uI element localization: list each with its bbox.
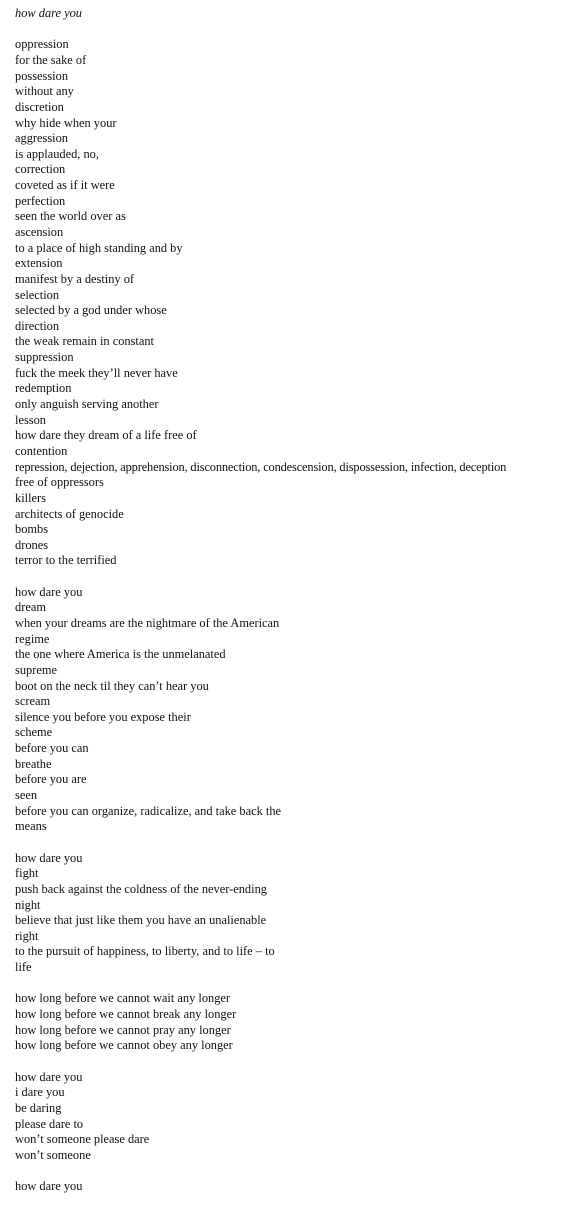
poem-line: manifest by a destiny of: [15, 271, 135, 286]
poem-line: for the sake of: [15, 52, 87, 67]
poem-line: how dare you: [15, 1069, 83, 1084]
poem-line: dream: [15, 600, 46, 615]
poem-line: suppression: [15, 350, 74, 365]
poem-line: be daring: [15, 1100, 62, 1115]
poem-line: contention: [15, 443, 68, 458]
poem-line: drones: [15, 537, 49, 552]
poem-line: fuck the meek they’ll never have: [15, 365, 178, 380]
poem-document: [15, 6, 577, 1210]
poem-line: before you can: [15, 741, 89, 756]
poem-line: before you are: [15, 772, 87, 787]
poem-line: the weak remain in constant: [15, 334, 155, 349]
poem-line: selection: [15, 287, 60, 302]
poem-line: redemption: [15, 381, 72, 396]
poem-line: when your dreams are the nightmare of the American: [15, 616, 280, 630]
poem-line: won’t someone please dare: [15, 1132, 150, 1147]
poem-line: without any: [15, 84, 74, 99]
poem-line: why hide when your: [15, 115, 117, 130]
poem-line: boot on the neck til they can’t hear you: [15, 678, 209, 693]
poem-line: before you can organize, radicalize, and take back the: [15, 803, 282, 818]
poem-line: repression, dejection, apprehension, disconnection, condescension, dispossession, infection, deception: [15, 459, 507, 474]
poem-stanza: [15, 991, 577, 1054]
poem-line: please dare to: [15, 1116, 84, 1131]
poem-stanza: [15, 1070, 577, 1164]
poem-line: how dare you: [15, 850, 83, 865]
poem-line: how dare you: [15, 584, 83, 599]
poem-line: right: [15, 928, 39, 943]
poem-line: coveted as if it were: [15, 178, 115, 193]
poem-line: silence you before you expose their: [15, 709, 191, 724]
poem-line: supreme: [15, 662, 57, 677]
poem-line: oppression: [15, 37, 69, 52]
poem-line: aggression: [15, 131, 68, 146]
poem-line: how long before we cannot obey any longer: [15, 1038, 233, 1053]
poem-line: seen the world over as: [15, 209, 126, 224]
poem-line: scream: [15, 694, 51, 709]
poem-line: how dare you: [15, 1179, 83, 1194]
poem-line: how long before we cannot wait any longer: [15, 991, 231, 1006]
poem-line: lesson: [15, 412, 46, 427]
poem-line: believe that just like them you have an unalienable: [15, 913, 267, 928]
poem-title: how dare you: [15, 6, 82, 20]
poem-line: discretion: [15, 99, 64, 114]
poem-line: free of oppressors: [15, 475, 104, 490]
poem-line: perfection: [15, 193, 66, 208]
poem-line: the one where America is the unmelanated: [15, 647, 226, 662]
poem-line: how dare they dream of a life free of: [15, 428, 197, 443]
poem-line: i dare you: [15, 1085, 65, 1100]
poem-line: regime: [15, 631, 50, 646]
poem-line: how long before we cannot pray any longer: [15, 1022, 231, 1037]
poem-line: scheme: [15, 725, 53, 740]
poem-body: [15, 37, 577, 1194]
poem-line: terror to the terrified: [15, 553, 117, 568]
poem-line: architects of genocide: [15, 506, 124, 521]
poem-line: only anguish serving another: [15, 397, 159, 412]
poem-line: bombs: [15, 522, 49, 537]
poem-line: life: [15, 960, 32, 975]
poem-line: push back against the coldness of the never-ending: [15, 881, 267, 896]
poem-line: breathe: [15, 756, 52, 771]
poem-line: to a place of high standing and by: [15, 240, 183, 255]
poem-line: killers: [15, 490, 46, 505]
poem-stanza: [15, 585, 577, 835]
poem-line: selected by a god under whose: [15, 303, 167, 318]
poem-line: means: [15, 819, 47, 834]
poem-line: is applauded, no,: [15, 146, 99, 161]
poem-line: possession: [15, 68, 69, 83]
poem-line: fight: [15, 866, 39, 881]
poem-stanza: [15, 851, 577, 976]
poem-line: correction: [15, 162, 66, 177]
poem-stanza: [15, 1179, 577, 1195]
poem-line: direction: [15, 318, 60, 333]
poem-line: seen: [15, 788, 38, 803]
poem-line: won’t someone: [15, 1147, 91, 1162]
poem-line: night: [15, 897, 41, 912]
poem-line: how long before we cannot break any longer: [15, 1007, 237, 1022]
poem-line: extension: [15, 256, 63, 271]
poem-line: to the pursuit of happiness, to liberty, and to life – to: [15, 944, 275, 959]
poem-stanza: [15, 37, 577, 569]
poem-line: ascension: [15, 224, 64, 239]
